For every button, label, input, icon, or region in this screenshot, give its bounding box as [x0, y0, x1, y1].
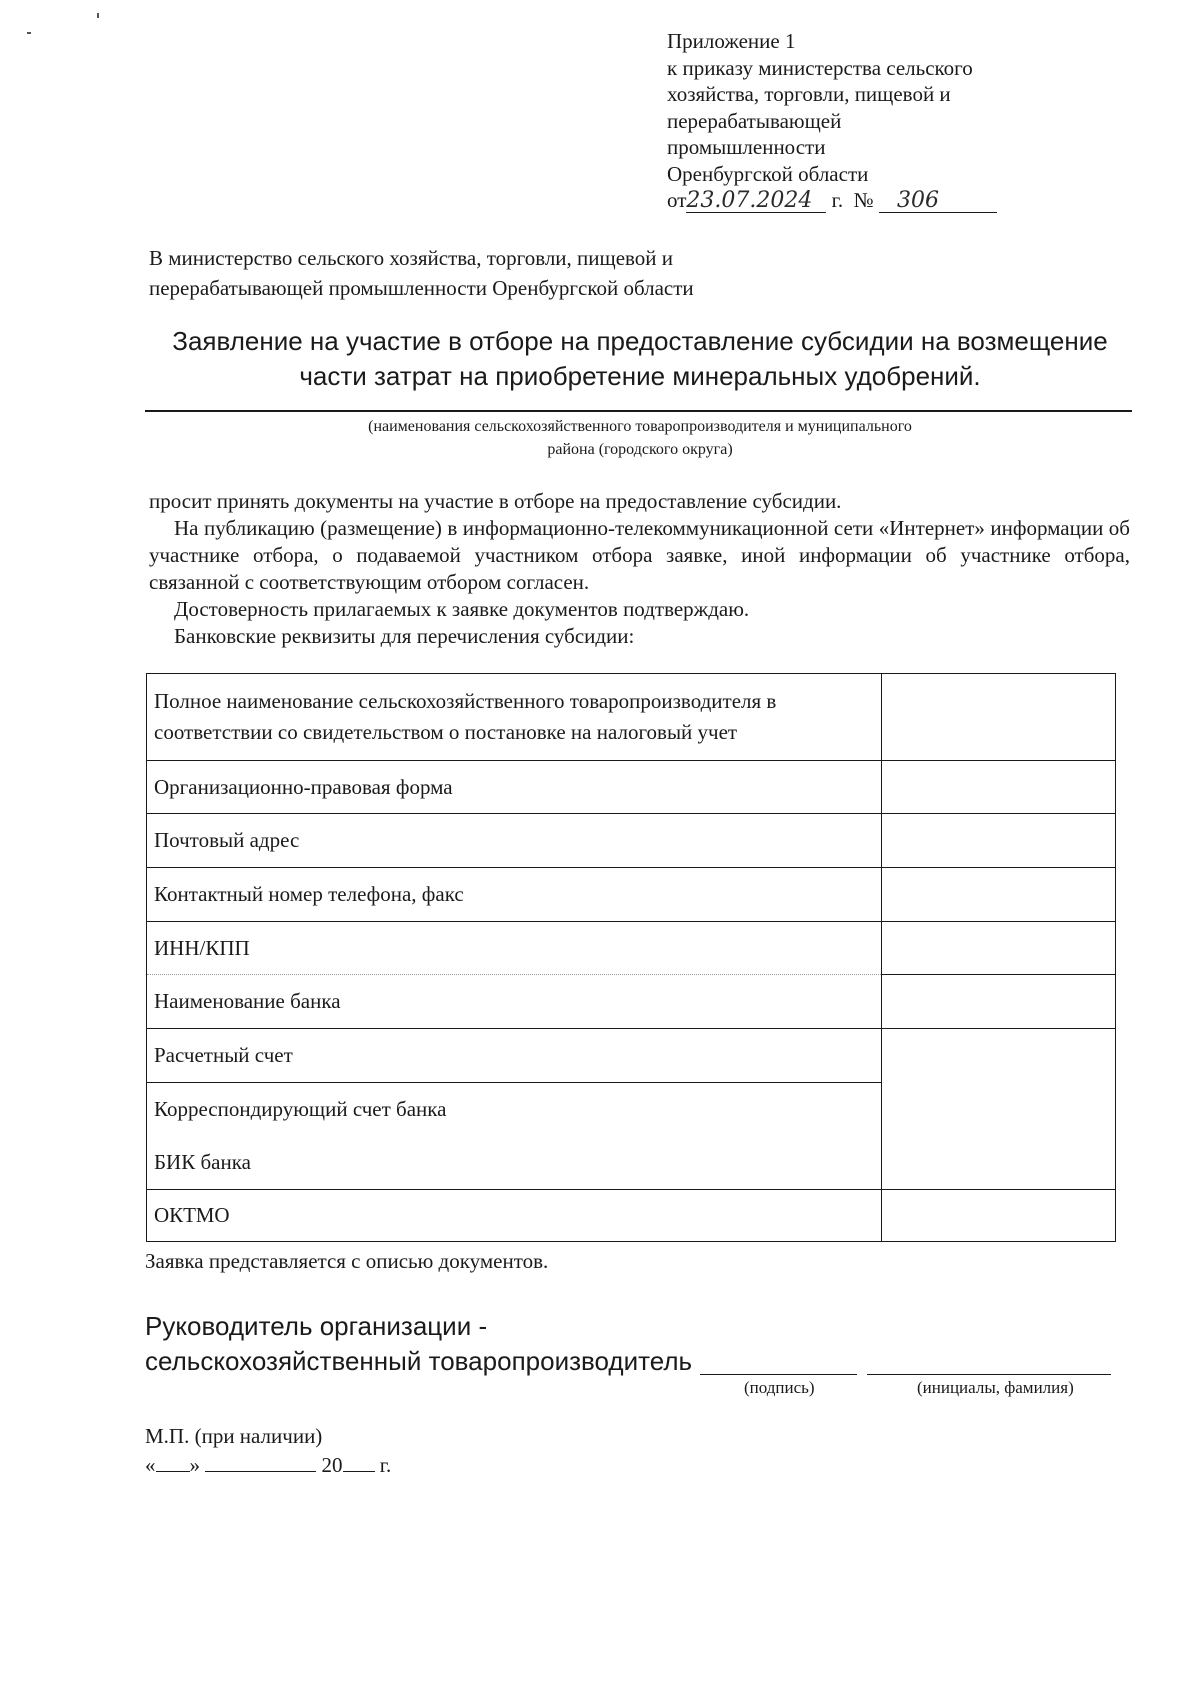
- table-row: [147, 1136, 1116, 1190]
- order-date-field: [686, 189, 826, 213]
- table-row: [147, 814, 1116, 868]
- field-value: [882, 922, 1116, 975]
- field-label: Контактный номер телефона, факс: [147, 868, 882, 922]
- field-label: Полное наименование сельскохозяйственного товаропроизводителя в соответствии со свидетельством о постановке на налоговый учет: [147, 674, 882, 761]
- field-value: [882, 868, 1116, 922]
- body-paragraph: Достоверность прилагаемых к заявке документов подтверждаю.: [174, 597, 750, 621]
- scan-speck: [27, 32, 31, 34]
- field-value: [882, 1083, 1116, 1136]
- order-date-suffix: г.: [831, 188, 844, 212]
- addressee-line: перерабатывающей промышленности Оренбургской области: [149, 276, 694, 300]
- order-number-value: 306: [896, 188, 939, 213]
- appendix-line: Оренбургской области: [667, 161, 869, 186]
- field-value: [882, 814, 1116, 868]
- field-label: Корреспондирующий счет банка: [147, 1083, 882, 1136]
- name-caption: (инициалы, фамилия): [917, 1378, 1074, 1397]
- field-label: ОКТМО: [147, 1190, 882, 1242]
- body-paragraph: Банковские реквизиты для перечисления субсидии:: [174, 624, 635, 648]
- body-paragraph: просит принять документы на участие в отборе на предоставление субсидии.: [149, 489, 842, 513]
- year-suffix: г.: [379, 1453, 392, 1477]
- field-value: [882, 674, 1116, 761]
- body-paragraph: На публикацию (размещение) в информационно-телекоммуникационной сети «Интернет» информации об участнике отбора, о подаваемой участником отбора заявке, иной информации об участнике отбора, связанной с соответствующим отбором согласен.: [149, 516, 1130, 594]
- signature-line: [700, 1374, 857, 1375]
- field-value: [882, 975, 1116, 1029]
- signatory-title-line2: сельскохозяйственный товаропроизводитель: [145, 1346, 693, 1376]
- applicant-caption: [270, 415, 1010, 461]
- appendix-header: [667, 28, 1087, 214]
- order-date-value: 23.07.2024: [686, 188, 813, 213]
- table-row: [147, 975, 1116, 1029]
- month-blank: [205, 1453, 316, 1472]
- stamp-label: М.П. (при наличии): [145, 1424, 323, 1448]
- order-number-field: [879, 189, 997, 213]
- field-label: Почтовый адрес: [147, 814, 882, 868]
- caption-line: района (городского округа): [547, 441, 733, 458]
- signature-caption: (подпись): [744, 1378, 815, 1397]
- appendix-line: Приложение 1: [667, 29, 796, 53]
- order-date-line: [667, 187, 1087, 214]
- year-prefix: 20: [321, 1453, 343, 1477]
- field-label: Наименование банка: [147, 975, 882, 1029]
- date-open-quote: «: [145, 1453, 156, 1477]
- inventory-note: Заявка представляется с описью документов.: [145, 1249, 549, 1273]
- year-blank: [343, 1453, 375, 1472]
- table-row: [147, 868, 1116, 922]
- appendix-line: промышленности: [667, 135, 826, 159]
- table-row: [147, 1029, 1116, 1083]
- caption-line: (наименования сельскохозяйственного товаропроизводителя и муниципального: [368, 418, 912, 435]
- title-line: Заявление на участие в отборе на предоставление субсидии на возмещение: [172, 326, 1108, 356]
- addressee-line: В министерство сельского хозяйства, торговли, пищевой и: [149, 246, 674, 270]
- application-body: [149, 488, 1130, 650]
- appendix-line: к приказу министерства сельского: [667, 55, 973, 80]
- order-number-label: №: [853, 188, 874, 212]
- field-label: Организационно-правовая форма: [147, 761, 882, 814]
- date-close-quote: »: [189, 1453, 200, 1477]
- order-date-prefix: от: [667, 188, 687, 212]
- addressee-block: [149, 243, 849, 303]
- field-value: [882, 1136, 1116, 1190]
- table-row: [147, 1190, 1116, 1242]
- field-value: [882, 1190, 1116, 1242]
- field-label: БИК банка: [147, 1136, 882, 1190]
- table-row: [147, 674, 1116, 761]
- field-value: [882, 1029, 1116, 1083]
- table-row: [147, 1083, 1116, 1136]
- table-row: [147, 922, 1116, 975]
- bank-details-table: [146, 673, 1116, 1242]
- signatory-title-line1: Руководитель организации -: [145, 1311, 488, 1341]
- field-value: [882, 761, 1116, 814]
- name-line: [867, 1374, 1111, 1375]
- day-blank: [156, 1453, 190, 1472]
- field-label: ИНН/КПП: [147, 922, 882, 975]
- appendix-line: перерабатывающей: [667, 108, 842, 133]
- applicant-name-line: [145, 410, 1132, 412]
- date-line: [145, 1453, 391, 1478]
- scan-speck: [97, 13, 99, 18]
- table-row: [147, 761, 1116, 814]
- appendix-line: хозяйства, торговли, пищевой и: [667, 82, 951, 106]
- field-label: Расчетный счет: [147, 1029, 882, 1083]
- document-title: [140, 324, 1140, 394]
- title-line: части затрат на приобретение минеральных удобрений.: [299, 361, 981, 391]
